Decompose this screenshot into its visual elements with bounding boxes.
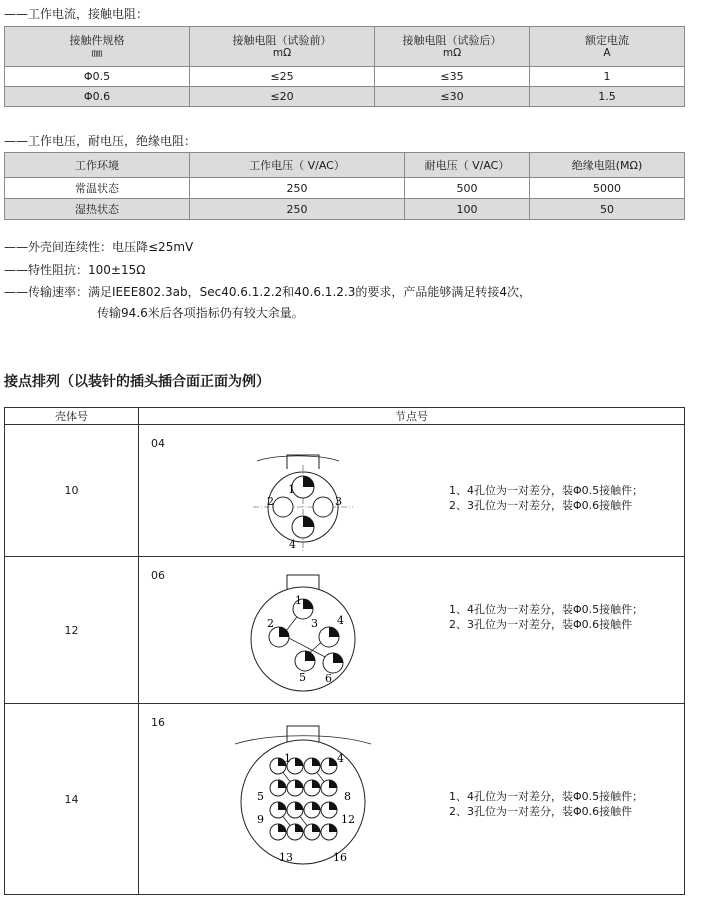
cell: 500 <box>405 178 530 199</box>
table-row <box>5 87 685 107</box>
pin-label: 8 <box>344 790 351 803</box>
contact-diagram-cell <box>139 425 685 557</box>
pin-contact <box>321 802 337 818</box>
current-resistance-table <box>4 26 685 107</box>
pin-2 <box>273 497 293 517</box>
col-environment: 工作环境 <box>5 153 190 178</box>
cell: 250 <box>190 199 405 220</box>
spec-transmission-rate-cont: 传输94.6米后各项指标仍有较大余量。 <box>97 306 304 320</box>
cell: 5000 <box>530 178 685 199</box>
pin-label: 16 <box>333 851 347 864</box>
pin-label: 6 <box>325 672 332 685</box>
voltage-insulation-table <box>4 152 685 220</box>
cell: 50 <box>530 199 685 220</box>
pin-4 <box>292 516 314 538</box>
cell: 1 <box>530 67 685 87</box>
pin-contact <box>304 824 320 840</box>
cell: Φ0.6 <box>5 87 190 107</box>
diff-pair-note <box>449 483 643 513</box>
pin-label: 3 <box>335 495 342 508</box>
table-row <box>5 557 685 704</box>
pin-count-code: 06 <box>151 569 165 582</box>
pin-1 <box>292 476 314 498</box>
col-resistance-after: 接触电阻（试验后） mΩ <box>375 27 530 67</box>
spec-transmission-rate: ——传输速率：满足IEEE802.3ab，Sec40.6.1.2.2和40.6.1.2.3的要求，产品能够满足转接4次， <box>4 285 531 299</box>
pin-label: 4 <box>289 538 296 551</box>
pin-contact <box>304 758 320 774</box>
col-insulation-resistance: 绝缘电阻(MΩ) <box>530 153 685 178</box>
cell: 250 <box>190 178 405 199</box>
col-withstand-voltage: 耐电压（ V/AC） <box>405 153 530 178</box>
pin-label: 9 <box>257 813 264 826</box>
col-contact-spec: 接触件规格 ㎜ <box>5 27 190 67</box>
table-row <box>5 178 685 199</box>
pin-contact <box>287 824 303 840</box>
shell-size-cell: 12 <box>5 557 139 704</box>
pin-label: 4 <box>337 752 344 765</box>
pin-2 <box>269 627 289 647</box>
diff-pair-note <box>449 602 643 632</box>
pin-count-code: 16 <box>151 716 165 729</box>
cell: 100 <box>405 199 530 220</box>
pin-contact <box>304 780 320 796</box>
pin-label: 1 <box>295 594 302 607</box>
note-line: 1、4孔位为一对差分，装Φ0.5接触件； <box>449 484 644 497</box>
pin-label: 1 <box>284 752 291 765</box>
cell: 1.5 <box>530 87 685 107</box>
pin-label: 2 <box>267 617 274 630</box>
pin-6 <box>323 653 343 673</box>
spec-continuity: ——外壳间连续性：电压降≤25mV <box>4 240 194 254</box>
pin-contact <box>287 802 303 818</box>
pin-label: 5 <box>299 671 306 684</box>
contact-diagram-cell <box>139 704 685 895</box>
pin-count-code: 04 <box>151 437 165 450</box>
pin-contact <box>270 824 286 840</box>
contact-diagram-cell <box>139 557 685 704</box>
pin-contact <box>321 780 337 796</box>
pin-label: 13 <box>279 851 293 864</box>
pin-5 <box>295 651 315 671</box>
col-resistance-before: 接触电阻（试验前） mΩ <box>190 27 375 67</box>
pin-label: 5 <box>257 790 264 803</box>
pin-4 <box>319 627 339 647</box>
pin-contact <box>304 802 320 818</box>
col-rated-current: 额定电流 A <box>530 27 685 67</box>
cell: ≤25 <box>190 67 375 87</box>
contact-layout-table <box>4 407 685 895</box>
pin-3 <box>313 497 333 517</box>
cell: Φ0.5 <box>5 67 190 87</box>
col-shell-size: 壳体号 <box>5 408 139 425</box>
pin-contact <box>270 780 286 796</box>
table-row <box>5 425 685 557</box>
section-title-voltage-insulation: ——工作电压，耐电压，绝缘电阻： <box>4 134 197 148</box>
cell: ≤20 <box>190 87 375 107</box>
note-line: 2、3孔位为一对差分，装Φ0.6接触件 <box>449 805 633 818</box>
pin-label: 1 <box>288 483 295 496</box>
pin-label: 2 <box>267 495 274 508</box>
contact-layout-heading: 接点排列（以装针的插头插合面正面为例） <box>4 374 270 390</box>
diff-pair-note <box>449 789 643 819</box>
pin-label: 12 <box>341 813 355 826</box>
spec-impedance: ——特性阻抗：100±15Ω <box>4 263 146 277</box>
shell-size-cell: 14 <box>5 704 139 895</box>
pin-contact <box>287 780 303 796</box>
section-title-current-resistance: ——工作电流，接触电阻： <box>4 7 149 21</box>
table-row <box>5 199 685 220</box>
note-line: 2、3孔位为一对差分，装Φ0.6接触件 <box>449 618 633 631</box>
note-line: 2、3孔位为一对差分，装Φ0.6接触件 <box>449 499 633 512</box>
table-row <box>5 67 685 87</box>
pin-contact <box>321 824 337 840</box>
note-line: 1、4孔位为一对差分，装Φ0.5接触件； <box>449 790 644 803</box>
cell: ≤30 <box>375 87 530 107</box>
note-line: 1、4孔位为一对差分，装Φ0.5接触件； <box>449 603 644 616</box>
shell-size-cell: 10 <box>5 425 139 557</box>
table-row <box>5 704 685 895</box>
pin-contact <box>270 802 286 818</box>
col-working-voltage: 工作电压（ V/AC） <box>190 153 405 178</box>
pin-contact <box>321 758 337 774</box>
pin-label: 3 <box>311 617 318 630</box>
cell: 常温状态 <box>5 178 190 199</box>
cell: ≤35 <box>375 67 530 87</box>
pin-label: 4 <box>337 614 344 627</box>
cell: 湿热状态 <box>5 199 190 220</box>
col-contact-number: 节点号 <box>139 408 685 425</box>
